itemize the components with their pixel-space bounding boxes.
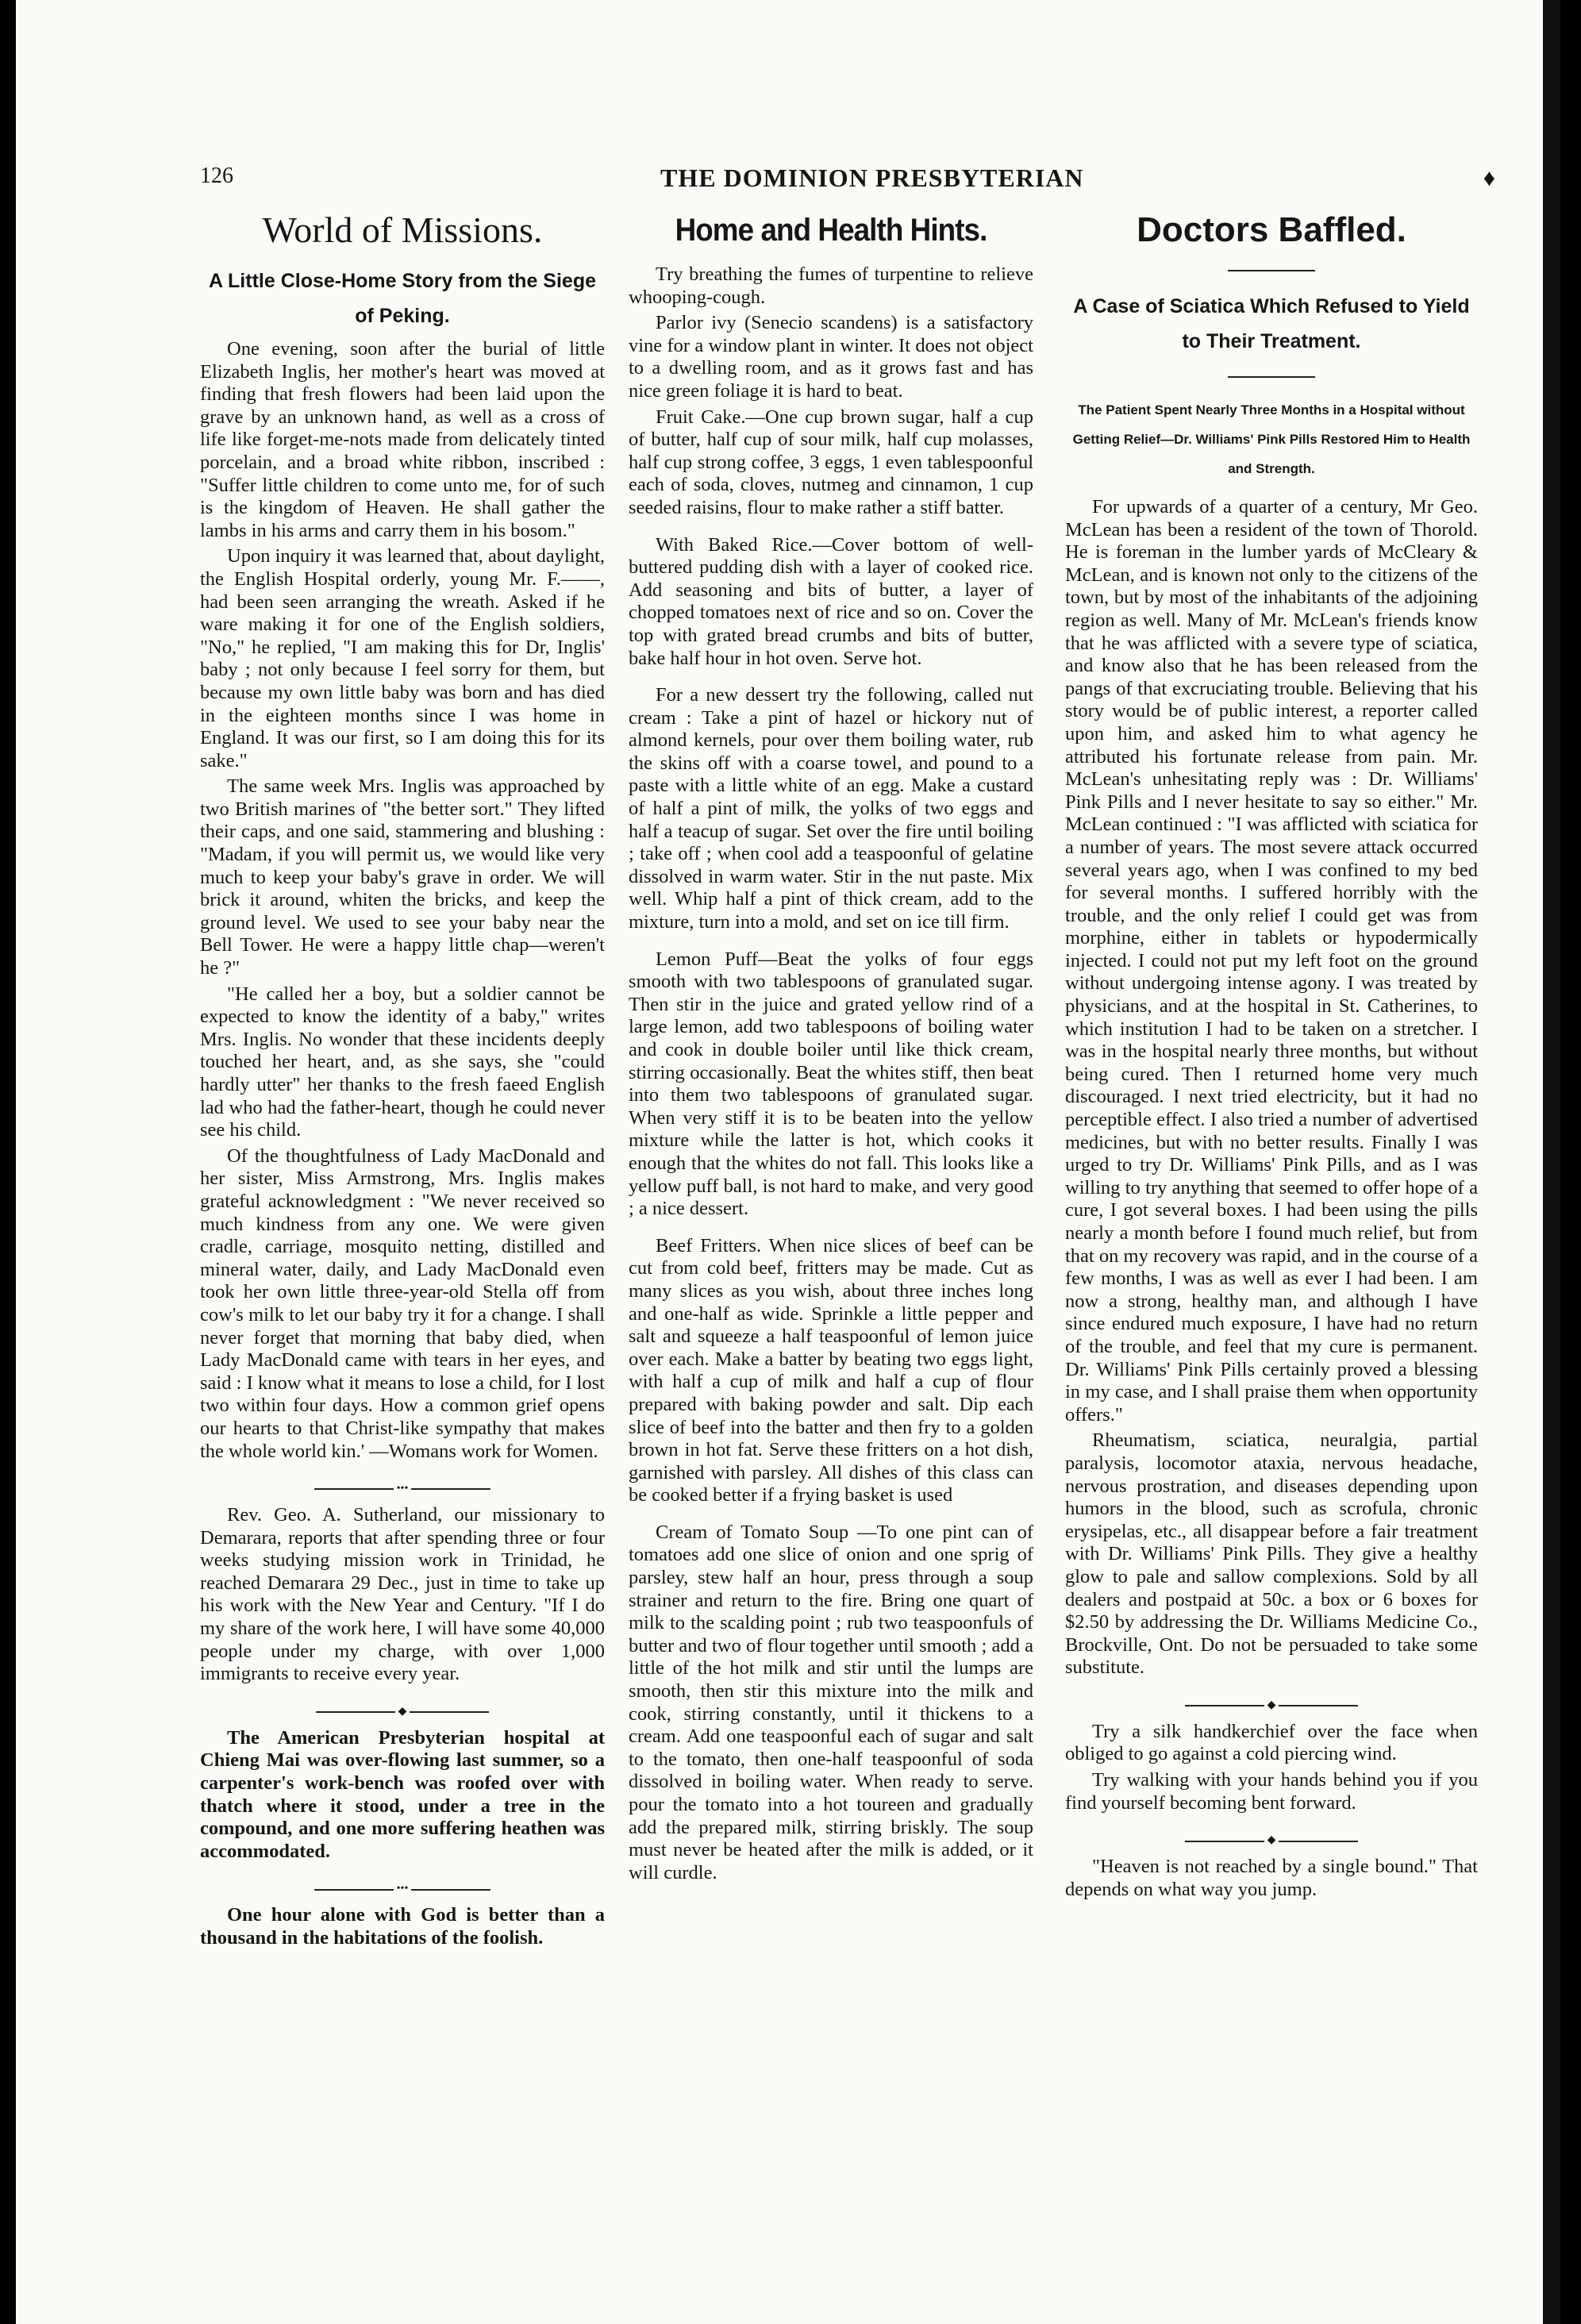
column-doctors-baffled [1065,208,1478,1904]
running-head: THE DOMINION PRESBYTERIAN [660,164,1084,192]
divider [1228,270,1315,271]
divider: ••• [200,1477,605,1490]
paragraph: Beef Fritters. When nice slices of beef can be cut from cold beef, fritters may be made. Cut as many slices as you wish, about three inches long and one-half as wide. Sprinkle a little pepper and salt and squeeze a half teaspoonful of lemon juice over each. Make a batter by beating two eggs light, with half a cup of milk and half a cup of flour prepared with baking powder and salt. Dip each slice of beef into the batter and then fry to a golden brown in hot fat. Serve these fritters on a hot dish, garnished with parsley. All dishes of this class can be cooked better if a frying basket is used [629,1234,1033,1506]
divider: ◆ [200,1700,605,1713]
divider: ••• [200,1877,605,1890]
column-world-of-missions [200,208,605,1953]
margin-mark-icon: ♦ [1483,165,1495,191]
paragraph: For a new dessert try the following, called nut cream : Take a pint of hazel or hickory nut of almond kernels, pour over them boiling water, rub the skins off with a coarse towel, and pound to a paste with a little white of an egg. Make a custard of half a pint of milk, the yolks of two eggs and half a teacup of sugar. Set over the fire until boiling ; take off ; when cool add a teaspoonful of gelatine dissolved in warm water. Stir in the nut paste. Mix well. Whip half a pint of thick cream, add to the mixture, turn into a mold, and set on ice till firm. [629,684,1033,933]
section-title: Home and Health Hints. [675,213,987,248]
paragraph: "Heaven is not reached by a single bound." That depends on what way you jump. [1065,1856,1478,1900]
paragraph: Try a silk handkerchief over the face when obliged to go against a cold piercing wind. [1065,1720,1478,1765]
paragraph: Try breathing the fumes of turpentine to relieve whooping-cough. [629,264,1033,308]
section-title: World of Missions. [262,210,543,250]
paragraph: One hour alone with God is better than a thousand in the habitations of the foolish. [200,1904,605,1949]
paragraph: With Baked Rice.—Cover bottom of well-buttered pudding dish with a layer of cooked rice. Add seasoning and bits of butter, a layer of chopped tomatoes next of rice and so on. Cover the top with grated bread crumbs and bits of butter, bake half hour in hot oven. Serve hot. [629,533,1033,669]
paragraph: Rev. Geo. A. Sutherland, our missionary to Demarara, reports that after spending three or four weeks studying mission work in Trinidad, he reached Demarara 29 Dec., just in time to take up his work with the New Year and Century. "If I do my share of the work here, I will have some 40,000 people under my charge, with over 1,000 immigrants to receive every year. [200,1504,605,1685]
page-header [200,164,1502,198]
paragraph: Parlor ivy (Senecio scandens) is a satisfactory vine for a window plant in winter. It does not object to a dwelling room, and as it grows fast and has nice green foliage it is hard to beat. [629,312,1033,402]
paragraph: "He called her a boy, but a soldier cannot be expected to know the identity of a baby," writes Mrs. Inglis. No wonder that these incidents deeply touched her heart, and, as she says, she "could hardly utter" her thanks to the fresh faeed English lad who had the father-heart, though he could never see his child. [200,983,605,1141]
article-subhead: A Case of Sciatica Which Refused to Yield to Their Treatment. [1073,295,1470,352]
paragraph: For upwards of a quarter of a century, Mr Geo. McLean has been a resident of the town of Thorold. He is foreman in the lumber yards of McCleary & McLean, and is known not only to the citizens of the town, but by most of the inhabitants of the adjoining region as well. Many of Mr. McLean's friends know that he was afflicted with a severe type of sciatica, and know also that he has been released from the pangs of that excruciating trouble. Believing that his story would be of public interest, a reporter called upon him, and asked him to what agency he attributed his fortunate release from pain. Mr. McLean's unhesitating reply was : Dr. Williams' Pink Pills and I never hesitate to say so either." Mr. McLean continued : "I was afflicted with sciatica for a number of years. The most severe attack occurred several years ago, when I was confined to my bed for several months. I suffered horribly with the trouble, and the only relief I could get was from morphine, either in tablets or hypodermically injected. I could not put my left foot on the ground without undergoing intense agony. I was treated by physicians, and at the hospital in St. Catherines, to which institution I had to be taken on a stretcher. I was in the hospital nearly three months, but without being cured. Then I returned home very much discouraged. I next tried electricity, but it had no perceptible effect. I also tried a number of advertised medicines, but with no better results. Finally I was urged to try Dr. Williams' Pink Pills, and as I was willing to try anything that seemed to offer hope of a cure, I got several boxes. I had been using the pills nearly a month before I found much relief, but from that on my recovery was rapid, and in the course of a few months, I was as well as ever I had been. I am now a strong, healthy man, and although I have since endured much exposure, I have had no return of the trouble, and feel that my cure is permanent. Dr. Williams' Pink Pills certainly proved a blessing in my case, and I shall praise them when opportunity offers." [1065,496,1478,1426]
paragraph: Of the thoughtfulness of Lady MacDonald and her sister, Miss Armstrong, Mrs. Inglis makes grateful acknowledgment : "We never received so much kindness from any one. We were given cradle, carriage, mosquito netting, distilled and mineral water, daily, and Lady MacDonald even took her own little three-year-old Stella off from cow's milk to let our baby try it for a change. I shall never forget that morning that baby died, when Lady MacDonald came with tears in her eyes, and said : I know what it means to lose a child, for I lost two within four days. How a common grief opens our hearts to that Christ-like sympathy that makes the whole world kin.' —Womans work for Women. [200,1145,605,1462]
paragraph: One evening, soon after the burial of little Elizabeth Inglis, her mother's heart was moved at finding that fresh flowers had been laid upon the grave by an unknown hand, as well as a cross of life like forget-me-nots made from delicately tinted porcelain, and a broad white ribbon, inscribed : "Suffer little children to come unto me, for of such is the kingdom of Heaven. He shall gather the lambs in his arms and carry them in his bosom." [200,338,605,541]
column-home-and-health [629,208,1033,1887]
paragraph: The same week Mrs. Inglis was approached by two British marines of "the better sort." They lifted their caps, and one said, stammering and blushing : "Madam, if you will permit us, we would like very much to keep your baby's grave in order. We will brick it around, whiten the bricks, and keep the ground level. We used to see your baby near the Bell Tower. He were a happy little chap—weren't he ?" [200,775,605,979]
paragraph: The American Presbyterian hospital at Chieng Mai was over-flowing last summer, so a carpenter's work-bench was roofed over with thatch where it stood, under a tree in the compound, and one more suffering heathen was accommodated. [200,1726,605,1862]
paragraph: Cream of Tomato Soup —To one pint can of tomatoes add one slice of onion and one sprig of parsley, stew half an hour, press through a soup strainer and return to the fire. Bring one quart of milk to the scalding point ; rub two teaspoonfuls of butter and two of flour together until smooth ; add a little of the hot milk and stir until the lumps are smooth, then stir this mixture into the milk and cook, stirring constantly, until it thickens to a cream. Add one teaspoonful each of sugar and salt to the tomato, then one-half teaspoonful of soda dissolved in boiling water. When ready to serve. pour the tomato into a hot toureen and gradually add the prepared milk, stirring briskly. The soup must never be heated after the milk is added, or it will curdle. [629,1521,1033,1883]
paragraph: Fruit Cake.—One cup brown sugar, half a cup of butter, half cup of sour milk, half cup molasses, half cup strong coffee, 3 eggs, 1 even tablespoonful each of soda, cloves, nutmeg and cinnamon, 1 cup seeded raisins, flour to make rather a stiff batter. [629,406,1033,518]
divider: ◆ [1065,1694,1478,1706]
divider: ◆ [1065,1829,1478,1841]
section-title: Doctors Baffled. [1137,210,1406,249]
newspaper-page [16,0,1560,2324]
divider [1228,376,1315,378]
paragraph: Upon inquiry it was learned that, about daylight, the English Hospital orderly, young Mr. F.——, had been seen arranging the wreath. Asked if he ware making it for one of the English soldiers, "No," he replied, "I am making this for Dr, Inglis' baby ; not only because I feel sorry for them, but because my own little baby was born and has died in the eighteen months since I was home in England. It was our first, so I am doing this for its sake." [200,545,605,771]
paragraph: Try walking with your hands behind you if you find yourself becoming bent forward. [1065,1769,1478,1814]
paragraph: Lemon Puff—Beat the yolks of four eggs smooth with two tablespoons of granulated sugar. Then stir in the juice and grated yellow rind of a large lemon, add two tablespoons of boiling water and cook in double boiler until like thick cream, stirring occasionally. Beat the whites stiff, then beat into them two tablespoons of granulated sugar. When very stiff it is to be beaten into the yellow mixture while the latter is hot, which cooks it enough that the whites do not fall. This looks like a yellow puff ball, is not hard to make, and very good ; a nice dessert. [629,948,1033,1220]
page-number: 126 [200,164,233,188]
article-subhead: A Little Close-Home Story from the Siege of Peking. [208,270,597,327]
article-deck: The Patient Spent Nearly Three Months in a Hospital without Getting Relief—Dr. Williams' Pink Pills Restored Him to Health and Strength. [1072,402,1471,476]
page-edge [1543,0,1560,2324]
paragraph: Rheumatism, sciatica, neuralgia, partial paralysis, locomotor ataxia, nervous headache, nervous prostration, and diseases depending upon humors in the blood, such as scrofula, chronic erysipelas, etc., all disappear before a fair treatment with Dr. Williams' Pink Pills. They give a healthy glow to pale and sallow complexions. Sold by all dealers and postpaid at 50c. a box or 6 boxes for $2.50 by addressing the Dr. Williams Medicine Co., Brockville, Ont. Do not be persuaded to take some substitute. [1065,1429,1478,1679]
